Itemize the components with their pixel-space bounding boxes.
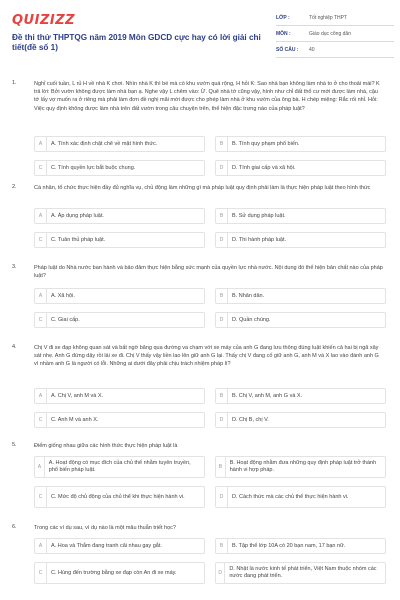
answer-option-c[interactable] bbox=[34, 412, 205, 428]
option-text: D. Cách thức mà các chủ thể thực hiện hành vi. bbox=[232, 493, 349, 500]
meta-row-subject bbox=[276, 27, 394, 42]
option-letter: D bbox=[216, 161, 228, 175]
meta-value: 40 bbox=[309, 47, 315, 53]
question-number: 3. bbox=[12, 264, 17, 270]
option-text: C. Anh M và anh X. bbox=[51, 416, 99, 423]
option-text: C. Mức độ chủ động của chủ thể khi thực hiện hành vi. bbox=[51, 493, 185, 500]
option-text: D. Thi hành pháp luật. bbox=[232, 236, 287, 243]
option-text: D. Quần chúng. bbox=[232, 316, 271, 323]
question-text: Điểm giống nhau giữa các hình thức thực hiện pháp luật là bbox=[34, 443, 178, 449]
answer-option-d[interactable] bbox=[215, 562, 386, 584]
option-letter: A bbox=[35, 389, 47, 403]
option-text: B. Tập thể lớp 10A có 20 bạn nam, 17 bạn nữ. bbox=[232, 542, 346, 549]
option-text: C. Hùng đến trường bằng xe đạp còn An đi xe máy. bbox=[51, 569, 177, 576]
option-letter: B bbox=[216, 539, 228, 553]
answer-option-d[interactable] bbox=[215, 486, 386, 508]
option-letter: B bbox=[216, 137, 228, 151]
answer-option-a[interactable] bbox=[34, 388, 205, 404]
answer-option-b[interactable] bbox=[215, 538, 386, 554]
page-header bbox=[0, 0, 400, 68]
question-text: Nghỉ cuối tuần, L rủ H về nhà K chơi. Nhìn nhà K thì bé mà có khu vườn quá rộng, H hỏi K: Sao nhà bạn không làm nhà to ở cho thoải mái? K trả lời: Bởi vườn không được làm nhà bạn ạ. Nghe vậy L chêm vào: Ừ. Quê nhà tớ cũng vậy, hình như chỉ đất thổ cư mới được làm nhà, cậu tớ lấy vợ muốn ra ở riêng mà phải làm đơn đề nghị mãi mới được cho phép làm nhà ở khu vườn của ông bà. H chép miệng: Rắc rối nhỉ. Hỏi: Việc quy định không được làm nhà trên đất vườn trong câu chuyện trên, thể hiện đặc trưng nào của pháp luật? bbox=[34, 81, 380, 112]
option-letter: C bbox=[35, 563, 47, 583]
option-text: B. Nhân dân. bbox=[232, 292, 265, 299]
question-text: Pháp luật do Nhà nước ban hành và bảo đảm thực hiện bằng sức mạnh của quyền lực nhà nước. Nội dung đó thể hiện bản chất nào của pháp luật? bbox=[34, 265, 383, 280]
meta-panel bbox=[276, 11, 394, 59]
option-text: B. Chị V, anh M, anh G và X. bbox=[232, 392, 303, 399]
answer-option-c[interactable] bbox=[34, 160, 205, 176]
question-number: 1. bbox=[12, 80, 17, 86]
answer-option-b[interactable] bbox=[215, 208, 386, 224]
answer-option-a[interactable] bbox=[34, 456, 205, 478]
answer-option-b[interactable] bbox=[215, 288, 386, 304]
meta-label: SỐ CÂU : bbox=[276, 47, 299, 53]
question-text: Cá nhân, tổ chức thực hiện đầy đủ nghĩa vụ, chủ động làm những gì mà pháp luật quy định phải làm là thực hiện pháp luật theo hình thức bbox=[34, 185, 371, 191]
answer-option-d[interactable] bbox=[215, 232, 386, 248]
answer-option-a[interactable] bbox=[34, 288, 205, 304]
meta-label: LỚP : bbox=[276, 15, 290, 21]
option-text: A. Tính xác định chặt chẽ về mặt hình thức. bbox=[51, 140, 158, 147]
answer-option-a[interactable] bbox=[34, 538, 205, 554]
option-text: B. Hoạt động nhằm đưa những quy định pháp luật trở thành hành vi hợp pháp. bbox=[229, 460, 377, 473]
option-text: B. Tính quy phạm phổ biến. bbox=[232, 140, 300, 147]
option-letter: D bbox=[216, 487, 228, 507]
option-letter: A bbox=[35, 539, 47, 553]
option-text: A. Chị V, anh M và X. bbox=[51, 392, 104, 399]
option-letter: B bbox=[216, 209, 228, 223]
option-text: A. Hoạt động có mục đích của chủ thể nhằm tuyên truyền, phổ biến pháp luật. bbox=[48, 460, 191, 473]
meta-value: Tốt nghiệp THPT bbox=[309, 15, 347, 21]
answer-option-d[interactable] bbox=[215, 412, 386, 428]
answer-option-a[interactable] bbox=[34, 208, 205, 224]
answer-option-b[interactable] bbox=[215, 388, 386, 404]
option-text: A. Hoa và Thắm đang tranh cãi nhau gay gắt. bbox=[51, 542, 162, 549]
answer-option-c[interactable] bbox=[34, 312, 205, 328]
question-text: Trong các ví dụ sau, ví dụ nào là một mâu thuẫn triết học? bbox=[34, 525, 176, 531]
option-text: D. Nhật là nước kinh tế phát triển, Việt Nam thuộc nhóm các nước đang phát triển. bbox=[229, 566, 377, 579]
option-letter: C bbox=[35, 233, 47, 247]
answer-option-d[interactable] bbox=[215, 160, 386, 176]
option-letter: C bbox=[35, 413, 47, 427]
answer-option-c[interactable] bbox=[34, 232, 205, 248]
option-letter: B bbox=[216, 389, 228, 403]
option-letter: D bbox=[216, 313, 228, 327]
question-number: 2. bbox=[12, 184, 17, 190]
option-letter: D bbox=[216, 233, 228, 247]
option-text: C. Tính quyền lực bắt buộc chung. bbox=[51, 164, 136, 171]
option-letter: A bbox=[35, 137, 47, 151]
option-text: A. Áp dụng pháp luật. bbox=[51, 212, 104, 219]
answer-option-c[interactable] bbox=[34, 486, 205, 508]
option-text: D. Tính giai cấp và xã hội. bbox=[232, 164, 296, 171]
meta-label: MÔN : bbox=[276, 31, 291, 37]
option-letter: B bbox=[216, 457, 226, 477]
option-letter: D bbox=[216, 413, 228, 427]
page-title: Đề thi thử THPTQG năm 2019 Môn GDCD cực hay có lời giải chi tiết(đề số 1) bbox=[12, 33, 261, 52]
option-letter: A bbox=[35, 289, 47, 303]
answer-option-b[interactable] bbox=[215, 456, 386, 478]
option-text: D. Chị B, chị V. bbox=[232, 416, 269, 423]
question-number: 4. bbox=[12, 344, 17, 350]
meta-row-class bbox=[276, 11, 394, 26]
option-text: C. Giai cấp. bbox=[51, 316, 80, 323]
answer-option-b[interactable] bbox=[215, 136, 386, 152]
option-letter: A bbox=[35, 457, 45, 477]
option-letter: C bbox=[35, 487, 47, 507]
answer-option-a[interactable] bbox=[34, 136, 205, 152]
option-text: A. Xã hội. bbox=[51, 292, 75, 299]
option-letter: A bbox=[35, 209, 47, 223]
option-letter: D bbox=[216, 563, 225, 583]
quizizz-logo: QUIZIZZ bbox=[12, 13, 76, 28]
option-letter: C bbox=[35, 161, 47, 175]
question-text: Chị V đi xe đạp không quan sát và bất ngờ băng qua đường va chạm với xe máy của anh G đang lưu thông đúng luật khiến cả hai bị ngã xây sát nhẹ. Anh G đứng dậy rồi lái xe đi. Chị V thấy vậy liền lao lên giữ anh G lại. Thấy chị V đang cố giữ anh G, anh M và X lao vào đánh anh G vì nhầm anh G là người có lỗi. Những ai dưới đây phải chịu trách nhiệm pháp lí? bbox=[34, 345, 379, 368]
meta-row-count bbox=[276, 43, 394, 58]
option-letter: C bbox=[35, 313, 47, 327]
question-number: 5. bbox=[12, 442, 17, 448]
option-letter: B bbox=[216, 289, 228, 303]
question-number: 6. bbox=[12, 524, 17, 530]
meta-value: Giáo dục công dân bbox=[309, 31, 351, 37]
answer-option-c[interactable] bbox=[34, 562, 205, 584]
option-text: B. Sử dụng pháp luật. bbox=[232, 212, 286, 219]
answer-option-d[interactable] bbox=[215, 312, 386, 328]
option-text: C. Tuân thủ pháp luật. bbox=[51, 236, 106, 243]
